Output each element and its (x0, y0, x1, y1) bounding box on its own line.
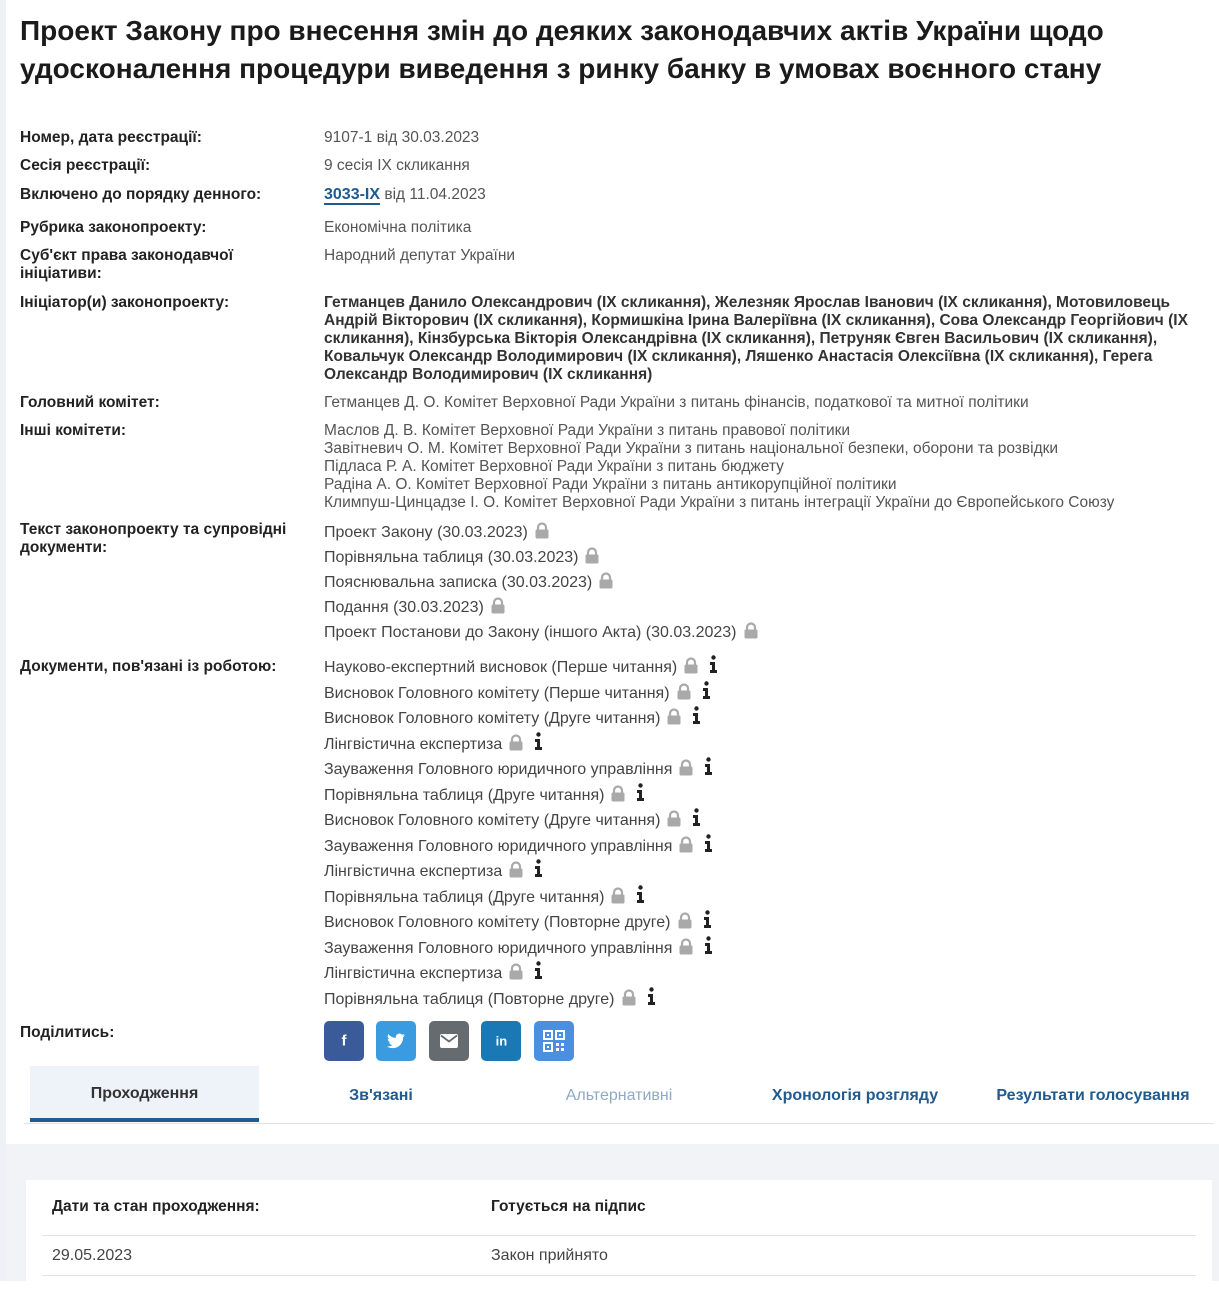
lock-icon (610, 887, 626, 904)
texts-list (324, 520, 1204, 645)
related-doc-link[interactable]: Лінгвістична експертиза (324, 863, 503, 880)
session-label: Сесія реєстрації: (20, 157, 151, 174)
related-doc-link[interactable]: Порівняльна таблиця (Повторне друге) (324, 990, 615, 1008)
lock-icon (621, 989, 637, 1006)
agenda-date: від 11.04.2023 (380, 186, 486, 203)
field-rubric (20, 219, 1219, 237)
tab-passage[interactable]: Проходження (30, 1066, 259, 1122)
field-initiators (20, 294, 1219, 384)
status-state: Закон прийнято (491, 1247, 608, 1264)
lock-icon (610, 785, 626, 802)
related-doc-item[interactable] (324, 987, 1204, 1013)
lock-icon (678, 938, 694, 955)
text-doc-link[interactable]: Проект Постанови до Закону (іншого Акта) (30.03.2023) (324, 624, 737, 641)
status-date: 29.05.2023 (52, 1247, 133, 1264)
status-table (26, 1180, 1212, 1290)
info-icon[interactable] (534, 859, 543, 877)
field-agenda (20, 186, 1219, 210)
tab-voting-results[interactable]: Результати голосування (996, 1087, 1190, 1104)
field-related-docs (20, 658, 1219, 1013)
agenda-link[interactable]: 3033-IX (324, 186, 381, 203)
related-doc-item[interactable] (324, 732, 1204, 758)
lock-icon (678, 836, 694, 853)
text-doc-item[interactable] (324, 520, 1204, 545)
registration-value: 9107-1 від 30.03.2023 (324, 129, 480, 146)
field-registration (20, 129, 1219, 147)
related-doc-item[interactable] (324, 834, 1204, 860)
field-subject (20, 247, 1219, 283)
email-share-button[interactable] (429, 1021, 469, 1061)
related-doc-item[interactable] (324, 910, 1204, 936)
registration-label: Номер, дата реєстрації: (20, 129, 202, 146)
text-doc-link[interactable]: Пояснювальна записка (30.03.2023) (324, 574, 593, 591)
tab-bar (24, 1066, 1214, 1124)
linkedin-icon: in (495, 1033, 508, 1049)
lock-icon (677, 912, 693, 929)
lock-icon (666, 810, 682, 827)
lock-icon (508, 734, 524, 751)
status-header-row (42, 1180, 1196, 1236)
lock-icon (666, 708, 682, 725)
lock-icon (678, 759, 694, 776)
twitter-share-button[interactable] (376, 1021, 416, 1061)
related-doc-item[interactable] (324, 936, 1204, 962)
twitter-icon (387, 1034, 405, 1049)
committee-item: Радіна А. О. Комітет Верховної Ради України з питань антикорупційної політики (324, 476, 897, 493)
subject-label: Суб'єкт права законодавчої ініціативи: (20, 247, 233, 282)
status-header-value: Готується на підпис (491, 1198, 646, 1215)
rubric-value: Економічна політика (324, 219, 472, 236)
related-doc-link[interactable]: Зауваження Головного юридичного управління (324, 837, 673, 855)
related-doc-item[interactable] (324, 859, 1204, 885)
related-doc-link[interactable]: Висновок Головного комітету (Друге читання) (324, 710, 661, 727)
lock-icon (490, 597, 506, 614)
lock-icon (683, 657, 699, 674)
related-doc-item[interactable] (324, 706, 1204, 732)
page-title: Проект Закону про внесення змін до деяких законодавчих актів України щодо удосконалення процедури виведення з ринку банку в умовах воєнного стану (20, 15, 1104, 84)
related-doc-item[interactable] (324, 885, 1204, 911)
text-doc-item[interactable] (324, 620, 1204, 645)
committee-item: Підласа Р. А. Комітет Верховної Ради України з питань бюджету (324, 458, 784, 475)
agenda-value (324, 186, 1204, 204)
info-icon[interactable] (647, 987, 656, 1005)
other-committees-label: Інші комітети: (20, 422, 127, 439)
related-doc-link[interactable]: Висновок Головного комітету (Повторне друге) (324, 914, 671, 931)
info-icon[interactable] (692, 706, 701, 724)
related-doc-link[interactable]: Порівняльна таблиця (Друге читання) (324, 888, 605, 906)
info-icon[interactable] (704, 834, 713, 852)
related-doc-item[interactable] (324, 961, 1204, 987)
tab-chronology[interactable]: Хронологія розгляду (771, 1087, 939, 1104)
facebook-icon: f (341, 1032, 347, 1050)
table-row (42, 1236, 1196, 1276)
field-other-committees (20, 422, 1219, 512)
related-doc-item[interactable] (324, 655, 1204, 681)
field-share (20, 1024, 1219, 1044)
texts-label: Текст законопроекту та супровідні документи: (20, 521, 287, 556)
related-doc-item[interactable] (324, 808, 1204, 834)
lock-icon (534, 522, 550, 539)
committee-item: Маслов Д. В. Комітет Верховної Ради України з питань правової політики (324, 422, 851, 439)
info-icon[interactable] (534, 961, 543, 979)
tab-related[interactable]: Зв'язані (349, 1087, 413, 1104)
text-doc-link[interactable]: Порівняльна таблиця (30.03.2023) (324, 549, 579, 566)
text-doc-item[interactable] (324, 570, 1204, 595)
committee-item: Климпуш-Цинцадзе І. О. Комітет Верховної Ради України з питань інтеграції України до Європейського Союзу (324, 494, 1115, 511)
lock-icon (508, 861, 524, 878)
text-doc-item[interactable] (324, 545, 1204, 570)
initiators-label: Ініціатор(и) законопроекту: (20, 294, 230, 311)
info-icon[interactable] (636, 885, 645, 903)
main-committee-value: Гетманцев Д. О. Комітет Верховної Ради України з питань фінансів, податкової та митної політики (324, 394, 1029, 411)
committee-item: Завітневич О. М. Комітет Верховної Ради України з питань національної безпеки, оборони та розвідки (324, 440, 1059, 457)
rubric-label: Рубрика законопроекту: (20, 219, 207, 236)
lock-icon (743, 622, 759, 639)
share-label: Поділитись: (20, 1024, 115, 1041)
text-doc-link[interactable]: Проект Закону (30.03.2023) (324, 524, 528, 541)
text-doc-item[interactable] (324, 595, 1204, 620)
share-buttons (324, 1021, 582, 1061)
linkedin-share-button[interactable] (481, 1021, 521, 1061)
facebook-share-button[interactable] (324, 1021, 364, 1061)
related-doc-link[interactable]: Висновок Головного комітету (Друге читання) (324, 812, 661, 829)
related-doc-link[interactable]: Лінгвістична експертиза (324, 735, 503, 753)
status-header-label: Дати та стан проходження: (52, 1198, 260, 1215)
info-icon[interactable] (704, 757, 713, 775)
tab-alternative: Альтернативні (565, 1087, 673, 1104)
status-section (6, 1144, 1219, 1281)
info-icon[interactable] (692, 808, 701, 826)
related-doc-link[interactable]: Порівняльна таблиця (Друге читання) (324, 786, 605, 804)
info-icon[interactable] (702, 681, 711, 699)
related-doc-link[interactable]: Висновок Головного комітету (Перше читання) (324, 684, 670, 702)
qr-code-button[interactable] (534, 1021, 574, 1061)
text-doc-link[interactable]: Подання (30.03.2023) (324, 599, 484, 616)
info-icon[interactable] (534, 732, 543, 750)
info-icon[interactable] (704, 936, 713, 954)
info-icon[interactable] (636, 783, 645, 801)
info-icon[interactable] (709, 655, 718, 673)
lock-icon (676, 683, 692, 700)
related-doc-link[interactable]: Зауваження Головного юридичного управління (324, 761, 673, 778)
lock-icon (598, 572, 614, 589)
field-main-committee (20, 394, 1219, 412)
related-doc-item[interactable] (324, 681, 1204, 707)
related-doc-link[interactable]: Лінгвістична експертиза (324, 965, 503, 982)
agenda-label: Включено до порядку денного: (20, 186, 262, 203)
session-value: 9 сесія IX скликання (324, 157, 470, 174)
related-docs-label: Документи, пов'язані із роботою: (20, 658, 277, 675)
related-doc-item[interactable] (324, 757, 1204, 783)
related-doc-link[interactable]: Науково-експертний висновок (Перше читання) (324, 659, 678, 676)
field-session (20, 157, 1219, 175)
envelope-icon (440, 1034, 458, 1048)
lock-icon (508, 963, 524, 980)
qr-code-icon (543, 1030, 565, 1052)
initiators-value: Гетманцев Данило Олександрович (IX скликання), Железняк Ярослав Іванович (IX скликання), Мотовиловець Андрій Вікторович (IX скликання), Кормишкіна Ірина Валеріївна (IX скликання), Сова Олександр Георгійович (IX скликання), Кінзбурська Вікторія Олександрівна (IX скликання), Петруняк Євген Васильович (IX скликання), Ковальчук Олександр Володимирович (IX скликання), Ляшенко Анастасія Олексіївна (IX скликання), Герега Олександр Володимирович (IX скликання) (324, 294, 1188, 383)
related-doc-item[interactable] (324, 783, 1204, 809)
main-committee-label: Головний комітет: (20, 394, 160, 411)
other-committees-list (324, 422, 1204, 512)
related-doc-link[interactable]: Зауваження Головного юридичного управління (324, 939, 673, 957)
related-docs-list (324, 655, 1204, 1012)
info-icon[interactable] (703, 910, 712, 928)
lock-icon (584, 547, 600, 564)
subject-value: Народний депутат України (324, 247, 516, 264)
field-texts (20, 521, 1219, 651)
